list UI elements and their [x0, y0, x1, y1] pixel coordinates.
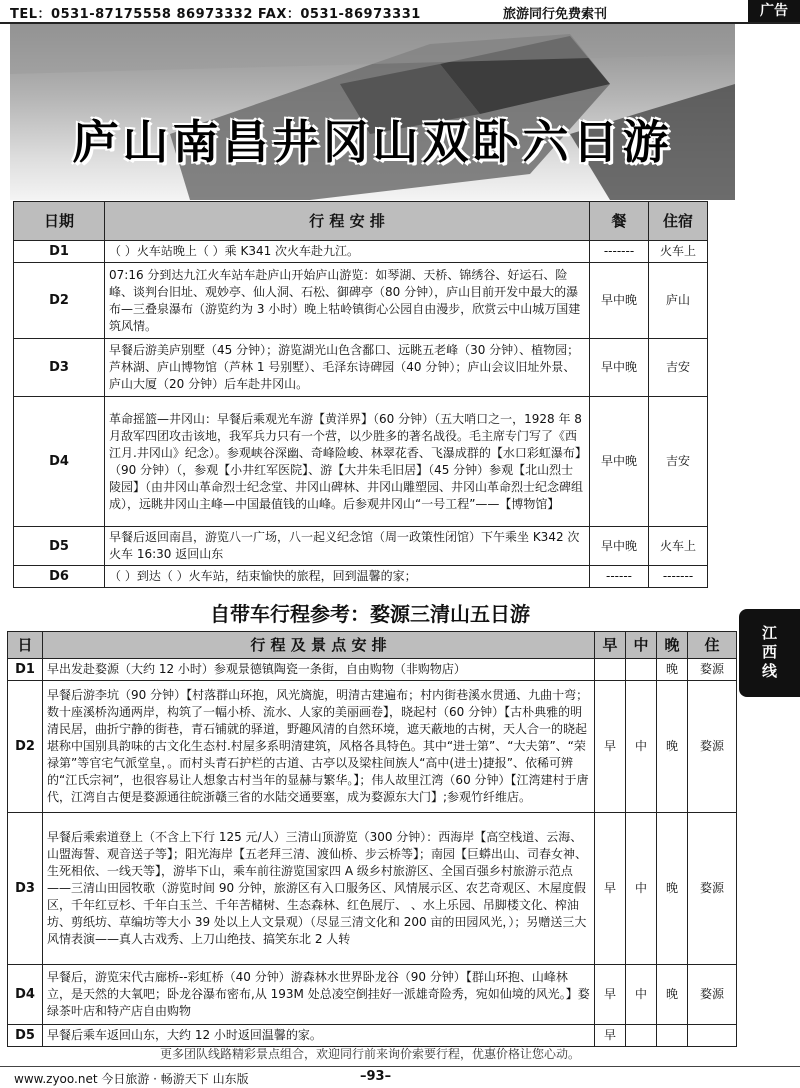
region-side-tab: 江西线	[739, 609, 800, 697]
table-row	[8, 1025, 737, 1047]
itinerary-text: 早出发赴婺源（大约 12 小时）参观景德镇陶瓷一条街，自由购物（非购物店）	[43, 659, 595, 681]
meal-cell: ------	[590, 566, 649, 588]
meal-cell: 早中晚	[590, 527, 649, 566]
meal-cell: -------	[590, 241, 649, 263]
lunch-cell: 中	[626, 965, 657, 1025]
stay-cell: 火车上	[649, 241, 708, 263]
col-stay: 住宿	[649, 202, 708, 241]
itinerary-text: 早餐后游美庐别墅（45 分钟）；游览湖光山色含鄱口、远眺五老峰（30 分钟）、植物园；芦林湖、庐山博物馆（芦林 1 号别墅）、毛泽东诗碑园（40 分钟）；庐山会议旧址外景、庐山大厦（20 分钟）后车赴井冈山。	[105, 339, 590, 397]
dinner-cell: 晚	[657, 965, 688, 1025]
dinner-cell: 晚	[657, 659, 688, 681]
free-index-label: 旅游同行免费索刊	[503, 7, 608, 22]
day-label: D4	[14, 397, 105, 527]
col-breakfast: 早	[595, 632, 626, 659]
dinner-cell: 晚	[657, 681, 688, 813]
col-date: 日期	[14, 202, 105, 241]
day-label: D3	[8, 813, 43, 965]
stay-cell	[688, 1025, 737, 1047]
breakfast-cell: 早	[595, 681, 626, 813]
stay-cell: 吉安	[649, 397, 708, 527]
col-day: 日	[8, 632, 43, 659]
itinerary-text: 早餐后游李坑（90 分钟）【村落群山环抱，风光旖旎，明清古建遍布；村内街巷溪水贯通、九曲十弯；数十座溪桥沟通两岸，构筑了一幅小桥、流水、人家的美丽画卷】，晓起村（60 分钟）【古朴典雅的明清民居，曲折宁静的街巷，青石铺就的驿道，野趣风清的自然环境，遮天蔽地的古树，天人合一的晓起堪称中国别具韵味的古文化生态村.村屋多系明清建筑，风格各具特色。其中“进士第”、“大夫第”、“荣禄第”等官宅气派堂皇，。而村头青石护栏的古道、古亭以及梁柱间族人“高中(进士)捷报”、依稀可辨的“江氏宗祠”，也很容易让人想象古村当年的显赫与繁华。】；伟人故里江湾（60 分钟）【江湾建村于唐代，江湾自古便是婺源通往皖浙赣三省的水陆交通要塞，成为婺源东大门】;参观竹纤维店。	[43, 681, 595, 813]
ad-tag: 广告	[748, 0, 800, 22]
col-lunch: 中	[626, 632, 657, 659]
bottom-bar	[0, 1066, 800, 1088]
dinner-cell: 晚	[657, 813, 688, 965]
tour1-header-row	[14, 202, 708, 241]
itinerary-text: （ ）火车站晚上（ ）乘 K341 次火车赴九江。	[105, 241, 590, 263]
tour2-title: 自带车行程参考：婺源三清山五日游	[210, 602, 530, 626]
day-label: D5	[14, 527, 105, 566]
itinerary-text: （ ）到达（ ）火车站，结束愉快的旅程，回到温馨的家；	[105, 566, 590, 588]
tour2-table	[7, 631, 737, 1047]
itinerary-text: 07:16 分到达九江火车站车赴庐山开始庐山游览：如琴湖、天桥、锦绣谷、好运石、险峰、谈判台旧址、观妙亭、仙人洞、石松、御碑亭（80 分钟），庐山目前开发中最大的瀑布—三叠泉瀑布（游览约为 3 小时）晚上牯岭镇街心公园自由漫步，欣赏云中山城万国建筑风情。	[105, 263, 590, 339]
itinerary-text: 早餐后，游览宋代古廊桥--彩虹桥（40 分钟）游森林水世界卧龙谷（90 分钟）【群山环抱、山峰林立，是天然的大氧吧；卧龙谷瀑布密布,从 193M 处总凌空倒挂好一派雄奇险秀，宛如仙境的风光。】婺绿茶叶店和特产店自由购物	[43, 965, 595, 1025]
day-label: D6	[14, 566, 105, 588]
meal-cell: 早中晚	[590, 397, 649, 527]
table-row	[8, 681, 737, 813]
stay-cell: 婺源	[688, 659, 737, 681]
stay-cell: 婺源	[688, 681, 737, 813]
itinerary-text: 早餐后乘索道登上（不含上下行 125 元/人）三清山顶游览（300 分钟）：西海岸【高空栈道、云海、山盟海誓、观音送子等】；阳光海岸【五老拜三清、渡仙桥、步云桥等】；南园【巨蟒出山、司春女神、生死相依、一线天等】，游毕下山，乘车前往游览国家四 A 级乡村旅游区、全国百强乡村旅游示范点——三清山田园牧歌（游览时间 90 分钟，旅游区有入口服务区、风情展示区、农艺奇观区、木屋度假区，千年红豆杉、千年白玉兰、千年苦槠树、生态森林、红色展厅、 、水上乐园、吊脚楼文化、榨油坊、剪纸坊、草编坊等大小 39 处以上人文景观）（尽显三清文化和 200 亩的田园风光，）；另赠送三大风情表演——真人古戏秀、上刀山绝技、搞笑东北 2 人转	[43, 813, 595, 965]
itinerary-text: 早餐后乘车返回山东，大约 12 小时返回温馨的家。	[43, 1025, 595, 1047]
table-row	[8, 965, 737, 1025]
footnote: 更多团队线路精彩景点组合，欢迎同行前来询价索要行程，优惠价格让您心动。	[159, 1047, 580, 1061]
breakfast-cell: 早	[595, 1025, 626, 1047]
breakfast-cell: 早	[595, 813, 626, 965]
stay-cell: 婺源	[688, 965, 737, 1025]
itinerary-text: 早餐后返回南昌，游览八一广场，八一起义纪念馆（周一政策性闭馆）下午乘坐 K342 次火车 16:30 返回山东	[105, 527, 590, 566]
table-row	[8, 659, 737, 681]
breakfast-cell: 早	[595, 965, 626, 1025]
table-row	[14, 397, 708, 527]
page-number: –93–	[360, 1069, 392, 1084]
day-label: D4	[8, 965, 43, 1025]
day-label: D5	[8, 1025, 43, 1047]
stay-cell: 火车上	[649, 527, 708, 566]
meal-cell: 早中晚	[590, 263, 649, 339]
day-label: D3	[14, 339, 105, 397]
lunch-cell: 中	[626, 681, 657, 813]
table-row	[8, 813, 737, 965]
stay-cell: -------	[649, 566, 708, 588]
contact-info: TEL：0531-87175558 86973332 FAX：0531-86973331	[10, 7, 421, 22]
tour2-header-row	[8, 632, 737, 659]
col-itinerary: 行 程 及 景 点 安 排	[43, 632, 595, 659]
lunch-cell: 中	[626, 813, 657, 965]
lunch-cell	[626, 659, 657, 681]
col-dinner: 晚	[657, 632, 688, 659]
table-row	[14, 339, 708, 397]
table-row	[14, 566, 708, 588]
tour-title: 庐山南昌井冈山双卧六日游	[72, 115, 673, 169]
table-row	[14, 263, 708, 339]
col-itinerary: 行 程 安 排	[105, 202, 590, 241]
itinerary-text: 革命摇篮—井冈山：早餐后乘观光车游【黄洋界】（60 分钟）（五大哨口之一，1928 年 8 月敌军四团攻击该地，我军兵力只有一个营，以少胜多的著名战役。毛主席专门写了《西江月.井冈山》纪念）。参观峡谷深幽、奇峰险峻、林翠花香、飞瀑成群的【水口彩虹瀑布】（90 分钟）（，参观【小井红军医院】、游【大井朱毛旧居】（45 分钟）参观【北山烈士陵园】（由井冈山革命烈士纪念堂、井冈山碑林、井冈山雕塑园、井冈山革命烈士纪念碑组成），远眺井冈山主峰—中国最值钱的山峰。后参观井冈山“一号工程”——【博物馆】	[105, 397, 590, 527]
day-label: D1	[14, 241, 105, 263]
day-label: D2	[8, 681, 43, 813]
col-stay: 住	[688, 632, 737, 659]
day-label: D2	[14, 263, 105, 339]
lunch-cell	[626, 1025, 657, 1047]
day-label: D1	[8, 659, 43, 681]
table-row	[14, 527, 708, 566]
website-slogan: www.zyoo.net 今日旅游 · 畅游天下 山东版	[14, 1072, 249, 1086]
stay-cell: 庐山	[649, 263, 708, 339]
table-row	[14, 241, 708, 263]
hero-banner	[10, 24, 735, 200]
breakfast-cell	[595, 659, 626, 681]
top-bar	[0, 0, 800, 24]
stay-cell: 婺源	[688, 813, 737, 965]
meal-cell: 早中晚	[590, 339, 649, 397]
dinner-cell	[657, 1025, 688, 1047]
stay-cell: 吉安	[649, 339, 708, 397]
tour1-table	[13, 201, 708, 588]
col-meal: 餐	[590, 202, 649, 241]
